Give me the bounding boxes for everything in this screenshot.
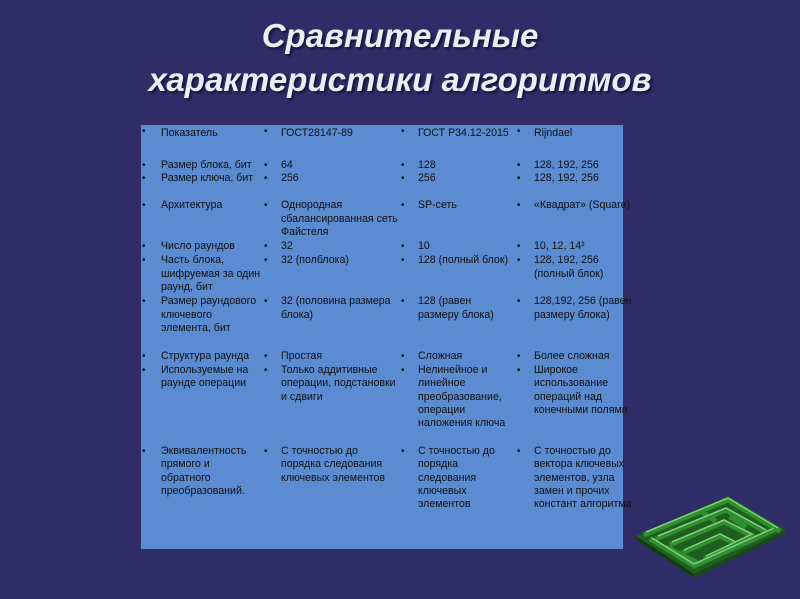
- slide-title-line-1: Сравнительные: [261, 17, 539, 54]
- table-cell: • Однородная сбалансированная сеть Файстеля: [261, 199, 398, 240]
- table-row: [141, 295, 639, 350]
- green-maze-icon: [632, 490, 790, 578]
- table-cell: • Используемые на раунде операции: [141, 364, 261, 445]
- table-cell: • Размер раундового ключевого элемента, бит: [141, 295, 261, 350]
- table-cell: • «Квадрат» (Square): [514, 199, 639, 240]
- table-row: [141, 159, 639, 172]
- table-cell: • Простая: [261, 350, 398, 363]
- slide-title-line-2: характеристики алгоритмов: [148, 61, 652, 98]
- table-row: [141, 350, 639, 363]
- table-cell: • 256: [261, 172, 398, 199]
- table-cell: • 128, 192, 256 (полный блок): [514, 254, 639, 295]
- table-cell: • С точностью до вектора ключевых элементов, узла замен и прочих констант алгоритма: [514, 445, 639, 545]
- table-cell: • 128 (равен размеру блока): [398, 295, 514, 350]
- slide-title: [0, 14, 800, 102]
- table-cell: • Размер ключа, бит: [141, 172, 261, 199]
- table-cell: • Сложная: [398, 350, 514, 363]
- table-cell: • 128: [398, 159, 514, 172]
- table-cell: • 64: [261, 159, 398, 172]
- table-cell: • 128 (полный блок): [398, 254, 514, 295]
- table-cell: • 10: [398, 240, 514, 254]
- table-cell: • Нелинейное и линейное преобразование, операции наложения ключа: [398, 364, 514, 445]
- table-header-row: [141, 125, 639, 159]
- table-cell: • Структура раунда: [141, 350, 261, 363]
- table-row: [141, 199, 639, 240]
- header-cell: • Показатель: [141, 125, 261, 159]
- table-row: [141, 445, 639, 545]
- table-row: [141, 364, 639, 445]
- table-cell: • Размер блока, бит: [141, 159, 261, 172]
- table-cell: • Широкое использование операций над конечными полями: [514, 364, 639, 445]
- header-cell: • ГОСТ Р34.12-2015: [398, 125, 514, 159]
- table-cell: • Часть блока, шифруемая за один раунд, бит: [141, 254, 261, 295]
- table-cell: • 32 (полблока): [261, 254, 398, 295]
- header-cell: • ГОСТ28147-89: [261, 125, 398, 159]
- table-cell: • 128,192, 256 (равен размеру блока): [514, 295, 639, 350]
- table-cell: • 256: [398, 172, 514, 199]
- table-cell: • 128, 192, 256: [514, 172, 639, 199]
- table-cell: • Эквивалентность прямого и обратного преобразований.: [141, 445, 261, 545]
- table-cell: • 10, 12, 14²: [514, 240, 639, 254]
- table-cell: • Только аддитивные операции, подстановки и сдвиги: [261, 364, 398, 445]
- table-row: [141, 254, 639, 295]
- table-cell: • С точностью до порядка следования ключевых элементов: [261, 445, 398, 545]
- table-cell: • С точностью до порядка следования ключевых элементов: [398, 445, 514, 545]
- table-cell: • 32: [261, 240, 398, 254]
- comparison-table: [141, 125, 632, 549]
- table-cell: • Более сложная: [514, 350, 639, 363]
- table-row: [141, 172, 639, 199]
- table-cell: • Число раундов: [141, 240, 261, 254]
- table-cell: • 128, 192, 256: [514, 159, 639, 172]
- table-cell: • SP-сеть: [398, 199, 514, 240]
- table-cell: • 32 (половина размера блока): [261, 295, 398, 350]
- table-cell: • Архитектура: [141, 199, 261, 240]
- table-row: [141, 240, 639, 254]
- header-cell: • Rijndael: [514, 125, 639, 159]
